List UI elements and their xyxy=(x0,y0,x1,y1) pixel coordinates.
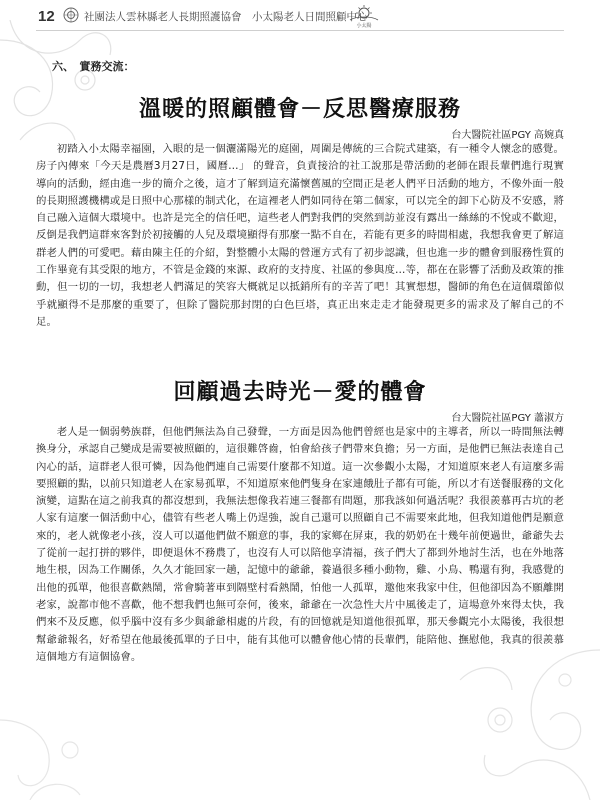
article-2-body: 老人是一個弱勢族群，但他們無法為自己發聲，一方面是因為他們曾經也是家中的主導者，所以一時間無法轉換身分，承認自己變成是需要被照顧的，這很難啓齒，怕會給孩子們帶來負擔；另一方面，是他們已無法表達自己內心的話，這群老人很可憐，因為他們連自己需要什麼都不知道。這一次參觀小太陽，才知道原來老人有這麼多需要照顧的點，以前只知道老人在家易孤單，不知道原來他們隻身在家連餓肚子都有可能，所以才有送餐服務的文化演變，這點在這之前我真的都沒想到，我無法想像我若連三餐都有問題，那我該如何過活呢？我很羨慕再古坑的老人家有這麼一個活動中心，儘管有些老人嘴上仍逞強，說自己還可以照顧自己不需要來此地，但我知道他們是願意來的，老人就像老小孩，沒人可以逼他們做不願意的事，我的家鄉在屏東，我的奶奶在十幾年前便過世，爺爺失去了從前一起打拼的夥伴，即便退休不務農了，也沒有人可以陪他享清福，孩子們大了都到外地討生活，也在外地落地生根，因為工作關係，久久才能回家一趟，記憶中的爺爺，養過很多種小動物，雞、小鳥、鴨還有狗，我感覺的出他的孤單，他很喜歡熱鬧，常會騎著車到隔壁村看熱鬧，怕他一人孤單，邀他來我家中住，但他卻因為不願離開老家，說都市他不喜歡，他不想我們也無可奈何，後來，爺爺在一次急性大片中風後走了，這場意外來得太快，我們來不及反應，似乎腦中沒有多少與爺爺相處的片段，有的回憶就是知道他很孤單，那天參觀完小太陽後，我很想幫爺爺報名，好希望在他最後孤單的子日中，能有其他可以體會他心情的長輩們，能陪他、撫慰他，我真的很羨慕這個地方有這個協會。 xyxy=(36,426,564,663)
floral-ornament-top-left xyxy=(0,20,130,150)
section-heading: 六、 實務交流： xyxy=(52,60,135,73)
article-2-title: 回顧過去時光－愛的體會 xyxy=(173,380,427,405)
header-divider xyxy=(36,30,564,31)
article-1-title: 溫暖的照顧體會－反思醫療服務 xyxy=(138,97,461,122)
floral-ornament-bottom-left xyxy=(0,680,110,800)
association-logo-icon xyxy=(63,7,79,23)
page-header xyxy=(0,0,600,30)
article-2-byline: 台大醫院社區PGY 蕭淑方 xyxy=(451,413,564,424)
article-1-byline: 台大醫院社區PGY 高婉真 xyxy=(451,130,564,141)
sun-logo-icon xyxy=(346,4,382,28)
article-1-body: 初踏入小太陽幸福園，入眼的是一個灑滿陽光的庭園，周圍是傳統的三合院式建築，有一種令人懷念的感覺。房子內傳來「今天是農曆3月27日，國曆…」 的聲音，負責接洽的社工說那是帶活動的老師在跟長輩們進行現實導向的活動，經由進一步的簡介之後，這才了解到這充滿懷舊風的空間正是老人們平日活動的地方，不像外面一般的長期照護機構或是日照中心那樣的制式化，在這裡老人們如同待在第二個家，可以完全的卸下心防及不安感，將自己融入這個大環境中。也許是完全的信任吧，這些老人們對我們的突然到訪並沒有露出一絲絲的不悅或不歡迎，反倒是我們這群來客對於初接觸的人兒及環境顯得有那麼一點不自在，若能有更多的時間相處，我想我會更了解這群老人們的可愛吧。藉由陳主任的介紹，對整體小太陽的營運方式有了初步認識，但也進一步的體會到服務性質的工作畢竟有其受限的地方，不管是金錢的來源、政府的支持度、社區的參與度…等，都在在影響了活動及政策的推動，但一切的一切，我想老人們滿足的笑容大概就足以抵銷所有的辛苦了吧！其實想想，醫師的角色在這個環節似乎就顯得不是那麼的重要了，但除了醫院那封閉的白色巨塔，真正出來走走才能發現更多的需求及了解自己的不足。 xyxy=(36,143,564,328)
svg-text:小太陽: 小太陽 xyxy=(356,23,372,28)
organization-title: 社團法人雲林縣老人長期照護協會 小太陽老人日間照顧中心 xyxy=(84,11,368,23)
page-number: 12 xyxy=(38,8,55,25)
